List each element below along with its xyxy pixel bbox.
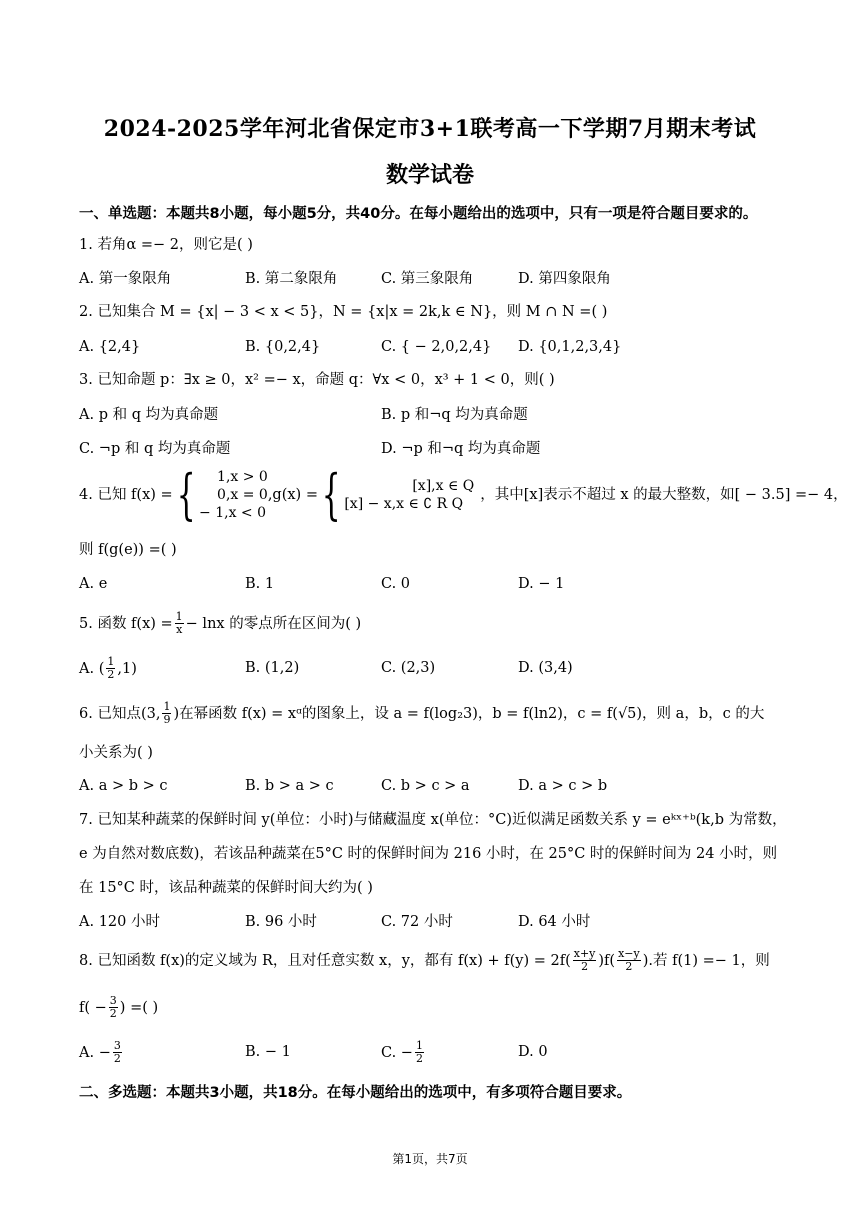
question-4-suffix: ，其中[x]表示不超过 x 的最大整数，如[ − 3.5] =− 4， — [480, 487, 848, 503]
fraction-numerator: x+y — [573, 947, 596, 960]
question-4-stem — [79, 463, 848, 526]
question-1-option-b: B. 第二象限角 — [245, 271, 338, 287]
fraction — [109, 995, 118, 1020]
question-4-stem-line2: 则 f(g(e)) =( ) — [79, 542, 177, 558]
fraction-numerator: 1 — [163, 700, 171, 713]
fraction-denominator: 2 — [415, 1052, 423, 1065]
question-7-option-d: D. 64 小时 — [518, 914, 591, 930]
question-3-option-b: B. p 和¬q 均为真命题 — [381, 407, 528, 423]
question-7-option-a: A. 120 小时 — [79, 914, 160, 930]
question-8-suffix: ).若 f(1) =− 1，则 — [642, 952, 770, 969]
question-8-mid: )f( — [598, 952, 616, 969]
question-3-option-a: A. p 和 q 均为真命题 — [79, 407, 219, 423]
question-2-option-d: D. {0,1,2,3,4} — [518, 339, 622, 355]
fraction-numerator: 1 — [415, 1039, 423, 1052]
exam-title: 2024-2025学年河北省保定市3+1联考高一下学期7月期末考试 — [103, 116, 757, 142]
question-6-stem-line2: 小关系为( ) — [79, 745, 153, 761]
question-6-prefix: 6. 已知点(3, — [79, 705, 161, 722]
fraction-numerator: 1 — [175, 610, 183, 623]
case-g-2: [x] − x,x ∈ ∁ R Q — [344, 496, 464, 512]
fraction-denominator: 2 — [109, 1007, 117, 1020]
question-1-option-c: C. 第三象限角 — [381, 271, 474, 287]
fraction — [573, 948, 597, 973]
case-f-2: 0,x = 0 — [217, 487, 268, 503]
question-1-option-d: D. 第四象限角 — [518, 271, 611, 287]
fraction-numerator: x−y — [618, 947, 640, 960]
question-7-stem-line3: 在 15°C 时，该品种蔬菜的保鲜时间大约为( ) — [79, 880, 373, 896]
question-5-stem — [79, 611, 361, 636]
fraction-denominator: 2 — [581, 960, 589, 973]
option-a-prefix: A. − — [79, 1044, 111, 1061]
question-5-suffix: − lnx 的零点所在区间为( ) — [185, 615, 362, 632]
question-8-option-d: D. 0 — [518, 1044, 548, 1060]
question-5-option-c: C. (2,3) — [381, 660, 436, 676]
question-5-option-d: D. (3,4) — [518, 660, 573, 676]
piecewise-f — [199, 468, 268, 522]
question-3-option-d: D. ¬p 和¬q 均为真命题 — [381, 441, 541, 457]
question-4-option-a: A. e — [79, 576, 108, 592]
left-brace-icon: { — [321, 463, 341, 526]
question-2-stem: 2. 已知集合 M = {x| − 3 < x < 5}，N = {x|x = 2k,k ∈ N}，则 M ∩ N =( ) — [79, 304, 608, 320]
question-7-stem: 7. 已知某种蔬菜的保鲜时间 y(单位：小时)与储藏温度 x(单位：°C)近似满足函数关系 y = eᵏˣ⁺ᵇ(k,b 为常数， — [79, 812, 787, 828]
question-8-stem — [79, 948, 770, 973]
question-2-option-a: A. {2,4} — [79, 339, 141, 355]
option-a-prefix: A. ( — [79, 660, 105, 677]
question-4-option-b: B. 1 — [245, 576, 275, 592]
section-heading-2: 二、多选题：本题共3小题，共18分。在每小题给出的选项中，有多项符合题目要求。 — [79, 1085, 632, 1101]
question-8-prefix: 8. 已知函数 f(x)的定义域为 R，且对任意实数 x，y，都有 f(x) + f(y) = 2f( — [79, 952, 571, 969]
left-brace-icon: { — [176, 463, 196, 526]
question-7-option-b: B. 96 小时 — [245, 914, 317, 930]
fraction — [617, 948, 641, 973]
fraction — [415, 1040, 424, 1065]
question-7-stem-line2: e 为自然对数底数)，若该品种蔬菜在5°C 时的保鲜时间为 216 小时，在 25°C 时的保鲜时间为 24 小时，则 — [79, 846, 778, 862]
question-3-option-c: C. ¬p 和 q 均为真命题 — [79, 441, 231, 457]
question-2-option-b: B. {0,2,4} — [245, 339, 321, 355]
case-f-1: 1,x > 0 — [217, 469, 268, 485]
fraction — [106, 656, 115, 681]
question-4-option-c: C. 0 — [381, 576, 411, 592]
question-6-option-c: C. b > c > a — [381, 778, 470, 794]
fraction-denominator: 2 — [113, 1052, 121, 1065]
line2-suffix: ) =( ) — [119, 999, 159, 1016]
question-5-option-a — [79, 656, 137, 681]
fraction-numerator: 3 — [113, 1039, 121, 1052]
question-2-option-c: C. { − 2,0,2,4} — [381, 339, 492, 355]
option-a-suffix: ,1) — [117, 660, 137, 677]
g-label: ,g(x) = — [267, 487, 318, 503]
question-6-stem — [79, 701, 764, 726]
question-3-stem: 3. 已知命题 p：∃x ≥ 0，x² =− x，命题 q：∀x < 0，x³ + 1 < 0，则( ) — [79, 372, 555, 388]
question-8-option-a — [79, 1040, 124, 1065]
question-8-option-b: B. − 1 — [245, 1044, 291, 1060]
line2-prefix: f( − — [79, 999, 107, 1016]
question-8-stem-line2 — [79, 995, 158, 1020]
page-footer: 第1页，共7页 — [392, 1152, 468, 1166]
fraction — [113, 1040, 122, 1065]
question-4-prefix: 4. 已知 f(x) = — [79, 487, 173, 503]
question-5-option-b: B. (1,2) — [245, 660, 300, 676]
fraction — [162, 701, 171, 726]
fraction — [175, 611, 184, 636]
piecewise-g — [344, 477, 474, 513]
question-6-suffix: )在幂函数 f(x) = xᵅ的图象上，设 a = f(log₂3)，b = f(ln2)，c = f(√5)，则 a，b，c 的大 — [173, 705, 765, 722]
question-6-option-a: A. a > b > c — [79, 778, 168, 794]
exam-subtitle: 数学试卷 — [385, 162, 474, 188]
question-4-option-d: D. − 1 — [518, 576, 565, 592]
question-8-option-c — [381, 1040, 426, 1065]
question-6-option-d: D. a > c > b — [518, 778, 608, 794]
question-1-stem: 1. 若角α =− 2，则它是( ) — [79, 237, 253, 253]
question-1-option-a: A. 第一象限角 — [79, 271, 172, 287]
case-f-3: − 1,x < 0 — [199, 505, 267, 521]
section-heading-1: 一、单选题：本题共8小题，每小题5分，共40分。在每小题给出的选项中，只有一项是符合题目要求的。 — [79, 206, 758, 222]
question-6-option-b: B. b > a > c — [245, 778, 334, 794]
case-g-1: [x],x ∈ Q — [412, 478, 475, 494]
fraction-numerator: 1 — [107, 655, 115, 668]
question-5-prefix: 5. 函数 f(x) = — [79, 615, 173, 632]
option-c-prefix: C. − — [381, 1044, 413, 1061]
fraction-numerator: 3 — [109, 994, 117, 1007]
question-7-option-c: C. 72 小时 — [381, 914, 453, 930]
fraction-denominator: 2 — [625, 960, 633, 973]
fraction-denominator: x — [176, 623, 183, 636]
fraction-denominator: 9 — [163, 713, 171, 726]
fraction-denominator: 2 — [107, 668, 115, 681]
